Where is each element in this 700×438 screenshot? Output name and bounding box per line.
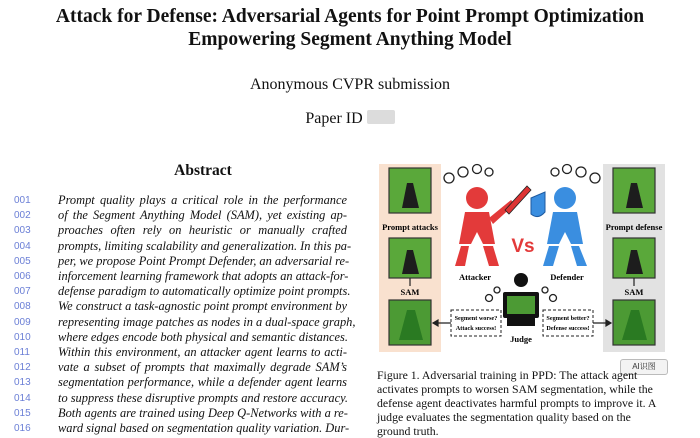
line-number: 012: [14, 362, 31, 374]
right-bottom-label: SAM: [624, 287, 644, 297]
line-number: 002: [14, 210, 31, 222]
abstract-line-text: Prompt quality plays a critical role in the performance: [58, 193, 347, 207]
abstract-line-text: to suppress these disruptive prompts and restore accuracy.: [58, 390, 348, 405]
paper-title-line-2: Empowering Segment Anything Model: [188, 29, 512, 50]
left-top-label: Prompt attacks: [382, 222, 438, 232]
abstract-line-text: prompts, limiting scalability and generalization. In this pa-: [58, 238, 352, 253]
defender-label: Defender: [550, 272, 584, 282]
abstract-line-text: Within this environment, an attacker agent learns to acti-: [58, 345, 347, 359]
right-thumbnails: [613, 168, 655, 345]
abstract-line-text: proaches often rely on heuristic or manually crafted: [58, 223, 347, 238]
ai-image-recognition-button[interactable]: AI识图: [620, 359, 668, 375]
paper-id: [0, 110, 700, 128]
line-number: 016: [14, 423, 31, 434]
judge-label: Judge: [510, 334, 532, 344]
left-bottom-label: SAM: [400, 287, 420, 297]
line-number: 003: [14, 225, 31, 237]
line-number: 007: [14, 286, 31, 298]
line-number: 009: [14, 316, 31, 328]
abstract-line-text: vate a subset of prompts that maximally degrade SAM’s: [58, 360, 347, 375]
figure-caption: Figure 1. Adversarial training in PPD: The attack agent activates prompts to worsen SAM segmentation, while the defense agent deactivates harmful prompts to improve it. A judge evaluates the segmentation quality based on the ground truth.: [377, 368, 656, 438]
line-number: 005: [14, 255, 31, 267]
bubble-right-1: Segment better?: [546, 315, 590, 322]
abstract-heading: Abstract: [174, 162, 232, 179]
abstract-line-text: We construct a task-agnostic point prompt environment by: [58, 299, 347, 314]
abstract-line-text: representing image patches as nodes in a dual-space graph,: [58, 314, 356, 329]
line-number: 010: [14, 331, 31, 343]
abstract-line-text: inforcement learning framework that adopts an attack-for-: [58, 269, 349, 283]
abstract-line-text: segmentation performance, while a defender agent learns: [58, 375, 347, 390]
abstract-line-text: where edges encode both physical and semantic distances.: [58, 329, 348, 344]
bubble-left-2: Attack success!: [455, 325, 497, 332]
line-number: 011: [14, 347, 30, 358]
abstract-line-text: ward signal based on segmentation quality variation. Dur-: [58, 421, 350, 435]
line-number: 008: [14, 301, 31, 313]
line-number: 014: [14, 392, 31, 404]
figure-1: [377, 158, 667, 358]
bubble-right-2: Defense success!: [546, 325, 590, 332]
vs-label: Vs: [511, 236, 535, 257]
abstract-line-text: per, we propose Point Prompt Defender, an adversarial re-: [58, 253, 350, 268]
attacker-label: Attacker: [458, 272, 492, 282]
line-number: 004: [14, 240, 31, 252]
line-number: 013: [14, 377, 31, 389]
paper-id-label: Paper ID: [305, 110, 363, 127]
bubble-left-1: Segment worse?: [454, 315, 498, 322]
line-number: 015: [14, 407, 31, 419]
right-top-label: Prompt defense: [605, 222, 663, 232]
left-thumbnails: [389, 168, 431, 345]
abstract-line-text: defense paradigm to automatically optimize point prompts.: [58, 284, 351, 299]
paper-id-redacted: [367, 110, 395, 124]
line-number: 001: [14, 195, 31, 206]
abstract-line-text: of the Segment Anything Model (SAM), yet existing ap-: [58, 208, 347, 223]
abstract-line-text: Both agents are trained using Deep Q-Networks with a re-: [58, 405, 348, 420]
paper-title-line-1: Attack for Defense: Adversarial Agents for Point Prompt Optimization: [55, 6, 645, 27]
line-number: 006: [14, 271, 31, 282]
authors: Anonymous CVPR submission: [249, 76, 451, 93]
